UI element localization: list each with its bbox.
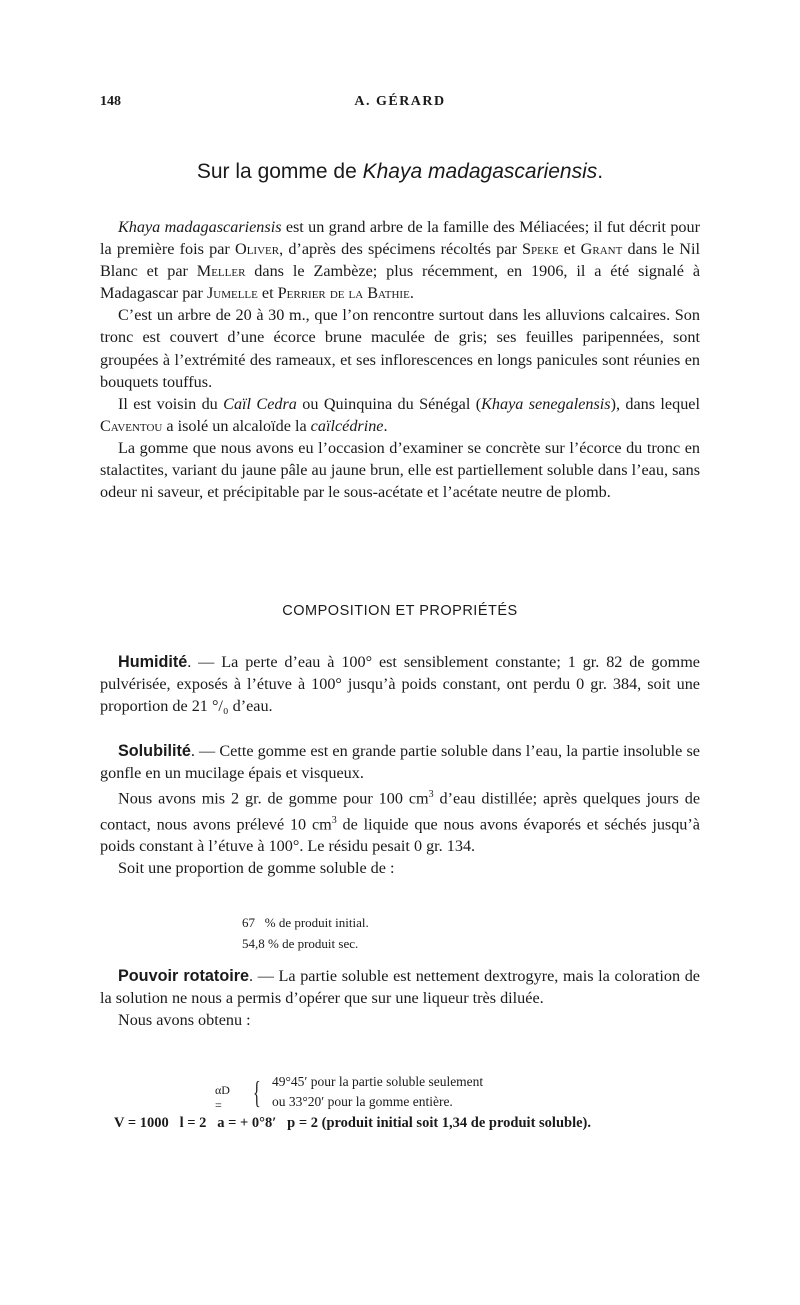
text-span: . — [383, 416, 388, 435]
text-span: . — Cette gomme est en grande partie soluble dans l’eau, la partie insoluble se gonfle en un mucilage épais et visqueux. — [100, 742, 700, 783]
humidity-label: Humidité — [118, 653, 188, 671]
superscript: 3 — [331, 814, 337, 826]
superscript: 3 — [428, 789, 434, 801]
text-span: et — [558, 240, 581, 259]
author-oliver: Oliver — [235, 240, 280, 259]
humidity-section — [100, 651, 700, 717]
cail-cedra: Caïl Cedra — [223, 394, 297, 413]
author-jumelle: Jumelle — [206, 284, 258, 303]
text-span: ), dans lequel — [610, 394, 700, 413]
text-span: a isolé un alcaloïde la — [162, 416, 311, 435]
page-number: 148 — [100, 94, 121, 109]
author-speke: Speke — [522, 240, 559, 259]
value-row: 54,8 % de produit sec. — [242, 936, 359, 951]
solubility-label: Solubilité — [118, 742, 191, 760]
rotation-section — [100, 965, 700, 1031]
formula-line-1: 49°45′ pour la partie soluble seulement — [272, 1074, 484, 1089]
cailcedrine: caïlcédrine — [310, 416, 384, 435]
section-heading: COMPOSITION ET PROPRIÉTÉS — [282, 603, 518, 619]
khaya-senegalensis: Khaya senegalensis — [481, 394, 611, 413]
text-span: est un grand arbre de la famille des Méliacées; il fut décrit pour la première fois par — [100, 218, 700, 259]
author-meller: Meller — [196, 262, 246, 281]
alpha-d-symbol: αD = — [215, 1083, 230, 1112]
humidity-text: . — La perte d’eau à 100° est sensiblement constante; 1 gr. 82 de gomme pulvérisée, exposés à l’étuve à 100° jusqu’à poids constant, ont perdu 0 gr. 384, soit une proportion de 21 °/₀ d’eau. — [100, 653, 700, 716]
running-header — [100, 94, 700, 118]
rotation-label: Pouvoir rotatoire — [118, 967, 250, 985]
solubility-paragraph-2 — [100, 784, 700, 857]
intro-paragraph-1 — [100, 216, 700, 304]
rotation-paragraph-1 — [100, 965, 700, 1009]
author-caventou: Caventou — [100, 416, 163, 435]
value-row: 67 % de produit initial. — [242, 915, 369, 930]
solubility-paragraph-3: Soit une proportion de gomme soluble de : — [118, 859, 395, 878]
brace-glyph: { — [253, 1074, 261, 1110]
text-span: ou Quinquina du Sénégal ( — [296, 394, 482, 413]
text-span: Nous avons mis 2 gr. de gomme pour 100 cm — [118, 789, 429, 808]
solubility-values — [242, 912, 369, 954]
author-header: A. GÉRARD — [354, 94, 446, 109]
text-span: et — [257, 284, 278, 303]
article-title — [100, 160, 700, 184]
introduction — [100, 216, 700, 503]
text-span: dans le Zambèze; plus récemment, en 1906, il a été signalé à Madagascar par — [100, 262, 700, 303]
rotation-paragraph-2: Nous avons obtenu : — [118, 1011, 251, 1030]
text-span: , d’après des spécimens récoltés par — [279, 240, 523, 259]
title-prefix: Sur la gomme de — [196, 160, 363, 183]
solubility-paragraph-1 — [100, 740, 700, 784]
text-span: d’eau distillée; après quelques jours de contact, nous avons prélevé 10 cm — [100, 789, 700, 834]
intro-paragraph-3 — [100, 393, 700, 437]
text-span: Il est voisin du — [118, 394, 224, 413]
measurement-parameters: V = 1000 l = 2 a = + 0°8′ p = 2 (produit initial soit 1,34 de produit soluble). — [114, 1115, 591, 1131]
title-species: Khaya madagascariensis — [362, 160, 598, 183]
intro-paragraph-4: La gomme que nous avons eu l’occasion d’examiner se concrète sur l’écorce du tronc en stalactites, variant du jaune pâle au jaune brun, elle est partiellement soluble dans l’eau, sans odeur ni saveur, et précipitable par le sous-acétate et l’acétate neutre de plomb. — [100, 438, 700, 502]
intro-paragraph-2: C’est un arbre de 20 à 30 m., que l’on rencontre surtout dans les alluvions calcaires. Son tronc est couvert d’une écorce brune maculée de gris; ses feuilles paripennées, sont groupées à l’extrémité des rameaux, et ses inflorescences en longs panicules sont réunies en bouquets touffus. — [100, 306, 700, 391]
text-span: . — La partie soluble est nettement dextrogyre, mais la coloration de la solution ne nous a permis d’opérer que sur une liqueur très diluée. — [100, 967, 700, 1008]
author-perrier: Perrier de la Bathie — [277, 284, 410, 303]
text-span: de liquide que nous avons évaporés et séchés jusqu’à poids constant à l’étuve à 100°. Le résidu pesait 0 gr. 134. — [100, 815, 700, 856]
formula-line-2: ou 33°20′ pour la gomme entière. — [272, 1094, 453, 1109]
text-span: . — [409, 284, 414, 303]
title-suffix: . — [597, 160, 604, 183]
author-grant: Grant — [580, 240, 623, 259]
solubility-section — [100, 740, 700, 879]
species-name: Khaya madagascariensis — [118, 218, 282, 236]
humidity-paragraph — [100, 651, 700, 717]
text-span: dans le Nil Blanc et par — [100, 240, 700, 281]
